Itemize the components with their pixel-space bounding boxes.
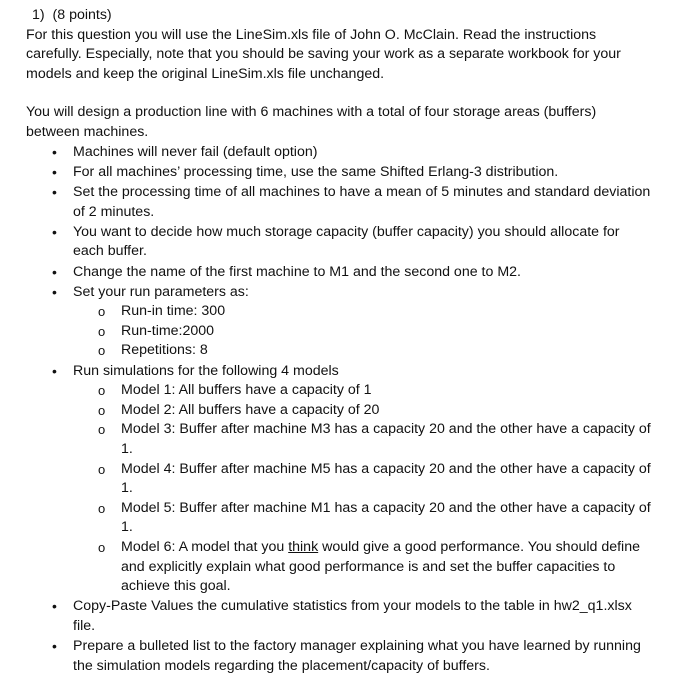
model-text: Model 4: Buffer after machine M5 has a capacity 20 and the other have a capacity of 1. bbox=[121, 460, 651, 497]
bullet-icon: • bbox=[52, 283, 57, 300]
models-list bbox=[73, 381, 652, 597]
circle-bullet-icon: o bbox=[98, 383, 106, 399]
intro-paragraph: For this question you will use the LineSim.xls file of John O. McClain. Read the instructions carefully. Especially, note that you should be saving your work as a separate workbook for your models and keep the original LineSim.xls file unchanged. bbox=[26, 26, 621, 82]
bullet-icon: • bbox=[52, 362, 57, 379]
run-param-text: Run-in time: 300 bbox=[121, 303, 226, 320]
sub-list-item bbox=[73, 420, 652, 459]
sub-list-item bbox=[73, 381, 652, 401]
bullet-icon: • bbox=[52, 183, 57, 200]
circle-bullet-icon: o bbox=[98, 323, 106, 339]
bullet-text: Prepare a bulleted list to the factory manager explaining what you have learned by running the simulation models regarding the placement/capacity of buffers. bbox=[73, 638, 641, 674]
bullet-icon: • bbox=[52, 163, 57, 180]
instruction-list bbox=[26, 143, 652, 677]
underlined-think: think bbox=[288, 539, 319, 555]
sub-list-item bbox=[73, 538, 652, 597]
list-item bbox=[26, 637, 652, 676]
question-number: 1) bbox=[32, 7, 45, 23]
circle-bullet-icon: o bbox=[98, 402, 106, 418]
model-text: Model 3: Buffer after machine M3 has a capacity 20 and the other have a capacity of 1. bbox=[121, 421, 651, 458]
circle-bullet-icon: o bbox=[98, 461, 106, 477]
sub-list-item bbox=[73, 460, 652, 499]
list-item bbox=[26, 143, 652, 163]
bullet-icon: • bbox=[52, 263, 57, 280]
sub-list-item bbox=[73, 341, 652, 361]
bullet-text: Run simulations for the following 4 models bbox=[73, 362, 339, 379]
list-item bbox=[26, 263, 652, 283]
run-parameters-list bbox=[73, 302, 652, 361]
sub-list-item bbox=[73, 302, 652, 322]
bullet-text: You want to decide how much storage capacity (buffer capacity) you should allocate for each buffer. bbox=[73, 223, 620, 260]
paragraph-gap bbox=[26, 84, 652, 103]
sub-list-item bbox=[73, 499, 652, 538]
model-6-text-start: Model 6: A model that you bbox=[121, 539, 289, 555]
question-header bbox=[26, 6, 652, 26]
model-text: Model 5: Buffer after machine M1 has a capacity 20 and the other have a capacity of 1. bbox=[121, 499, 651, 536]
sub-list-item bbox=[73, 322, 652, 342]
question-points: (8 points) bbox=[52, 7, 112, 23]
model-6-text bbox=[121, 539, 640, 594]
bullet-icon: • bbox=[52, 638, 57, 655]
bullet-text: For all machines’ processing time, use the same Shifted Erlang-3 distribution. bbox=[73, 163, 559, 180]
list-item bbox=[26, 597, 652, 636]
run-param-text: Run-time:2000 bbox=[121, 322, 215, 339]
model-6-text-end: would give a good performance. You should define and explicitly explain what good performance is and set the buffer capacities to achieve this goal. bbox=[121, 539, 640, 595]
list-item bbox=[26, 163, 652, 183]
bullet-icon: • bbox=[52, 143, 57, 160]
list-item bbox=[26, 283, 652, 361]
bullet-text: Copy-Paste Values the cumulative statistics from your models to the table in hw2_q1.xlsx file. bbox=[73, 598, 632, 634]
bullet-icon: • bbox=[52, 598, 57, 615]
design-paragraph: You will design a production line with 6 machines with a total of four storage areas (buffers) between machines. bbox=[26, 104, 597, 140]
bullet-text: Change the name of the first machine to M1 and the second one to M2. bbox=[73, 263, 521, 280]
bullet-text: Machines will never fail (default option) bbox=[73, 143, 318, 160]
list-item bbox=[26, 183, 652, 222]
circle-bullet-icon: o bbox=[98, 540, 106, 555]
model-text: Model 1: All buffers have a capacity of 1 bbox=[121, 382, 372, 399]
sub-list-item bbox=[73, 401, 652, 421]
circle-bullet-icon: o bbox=[98, 500, 106, 516]
circle-bullet-icon: o bbox=[98, 343, 106, 359]
bullet-icon: • bbox=[52, 223, 57, 240]
bullet-text: Set the processing time of all machines to have a mean of 5 minutes and standard deviation of 2 minutes. bbox=[73, 183, 651, 220]
circle-bullet-icon: o bbox=[98, 304, 106, 320]
model-text: Model 2: All buffers have a capacity of 20 bbox=[121, 401, 380, 418]
list-item bbox=[26, 362, 652, 597]
list-item bbox=[26, 223, 652, 262]
bullet-text: Set your run parameters as: bbox=[73, 283, 249, 300]
run-param-text: Repetitions: 8 bbox=[121, 342, 208, 359]
circle-bullet-icon: o bbox=[98, 422, 106, 438]
